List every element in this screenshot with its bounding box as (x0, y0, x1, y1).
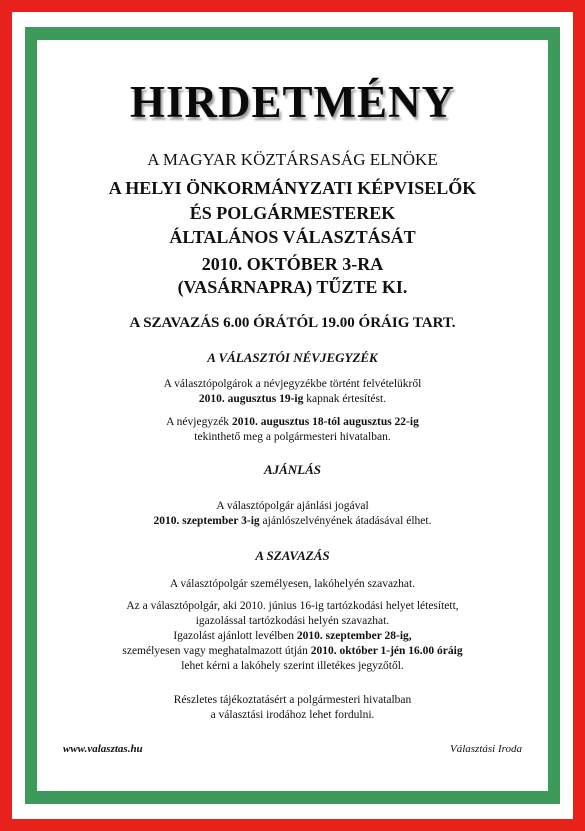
closing-line-1: Részletes tájékoztatásért a polgármesteri hivatalban (173, 694, 412, 706)
website-link[interactable]: www.valasztas.hu (63, 743, 143, 755)
voting-text-6: lehet kérni a lakóhely szerint illetékes jegyzőtől. (181, 660, 404, 672)
headline-line-3: ÁLTALÁNOS VÁLASZTÁSÁT (169, 227, 416, 247)
registry-text-2: 2010. augusztus 19-ig kapnak értesítést. (198, 393, 387, 405)
registry-text-4: tekinthető meg a polgármesteri hivatalban. (194, 431, 391, 443)
nomination-date: 2010. szeptember 3-ig (153, 515, 260, 527)
registry-text-1: A választópolgárok a névjegyzékbe történt felvételükről (163, 378, 422, 390)
registry-date-1: 2010. augusztus 19-ig (198, 393, 304, 405)
registry-heading: A VÁLASZTÓI NÉVJEGYZÉK (207, 350, 378, 365)
election-notice (37, 40, 548, 791)
nomination-text-2: 2010. szeptember 3-ig ajánlószelvényének átadásával élhet. (153, 515, 432, 527)
nomination-text-1: A választópolgár ajánlási jogával (216, 500, 369, 512)
closing-line-2: a választási irodához lehet fordulni. (210, 709, 375, 721)
voting-text-4: Igazolást ajánlott levélben 2010. szeptember 28-ig, (173, 630, 412, 642)
voting-text-2: Az a választópolgár, aki 2010. június 16-ig tartózkodási helyet létesített, (126, 600, 459, 612)
voting-date-2: 2010. október 1-jén 16.00 óráig (310, 645, 463, 657)
voting-text-3: igazolással tartózkodási helyén szavazhat. (195, 615, 390, 627)
voting-text-5: személyesen vagy meghatalmazott útján 2010. október 1-jén 16.00 óráig (122, 645, 463, 657)
nomination-heading: AJÁNLÁS (263, 462, 322, 477)
voting-heading: A SZAVAZÁS (255, 548, 330, 563)
office-signature: Választási Iroda (449, 743, 522, 755)
voting-date-1: 2010. szeptember 28-ig, (296, 630, 412, 642)
voting-hours: A SZAVAZÁS 6.00 ÓRÁTÓL 19.00 ÓRÁIG TART. (129, 315, 456, 331)
headline-line-1: A HELYI ÖNKORMÁNYZATI KÉPVISELŐK (108, 178, 477, 198)
voting-text-1: A választópolgár személyesen, lakóhelyén szavazhat. (169, 578, 416, 590)
notice-title: HIRDETMÉNY (129, 77, 456, 127)
registry-date-2: 2010. augusztus 18-tól augusztus 22-ig (231, 416, 419, 428)
date-line-2: (VASÁRNAPRA) TŰZTE KI. (177, 277, 408, 297)
headline-line-2: ÉS POLGÁRMESTEREK (189, 203, 396, 223)
intro-line: A MAGYAR KÖZTÁRSASÁG ELNÖKE (147, 150, 438, 169)
registry-text-3: A névjegyzék 2010. augusztus 18-tól augusztus 22-ig (166, 416, 419, 428)
date-line-1: 2010. OKTÓBER 3-RA (201, 254, 384, 274)
